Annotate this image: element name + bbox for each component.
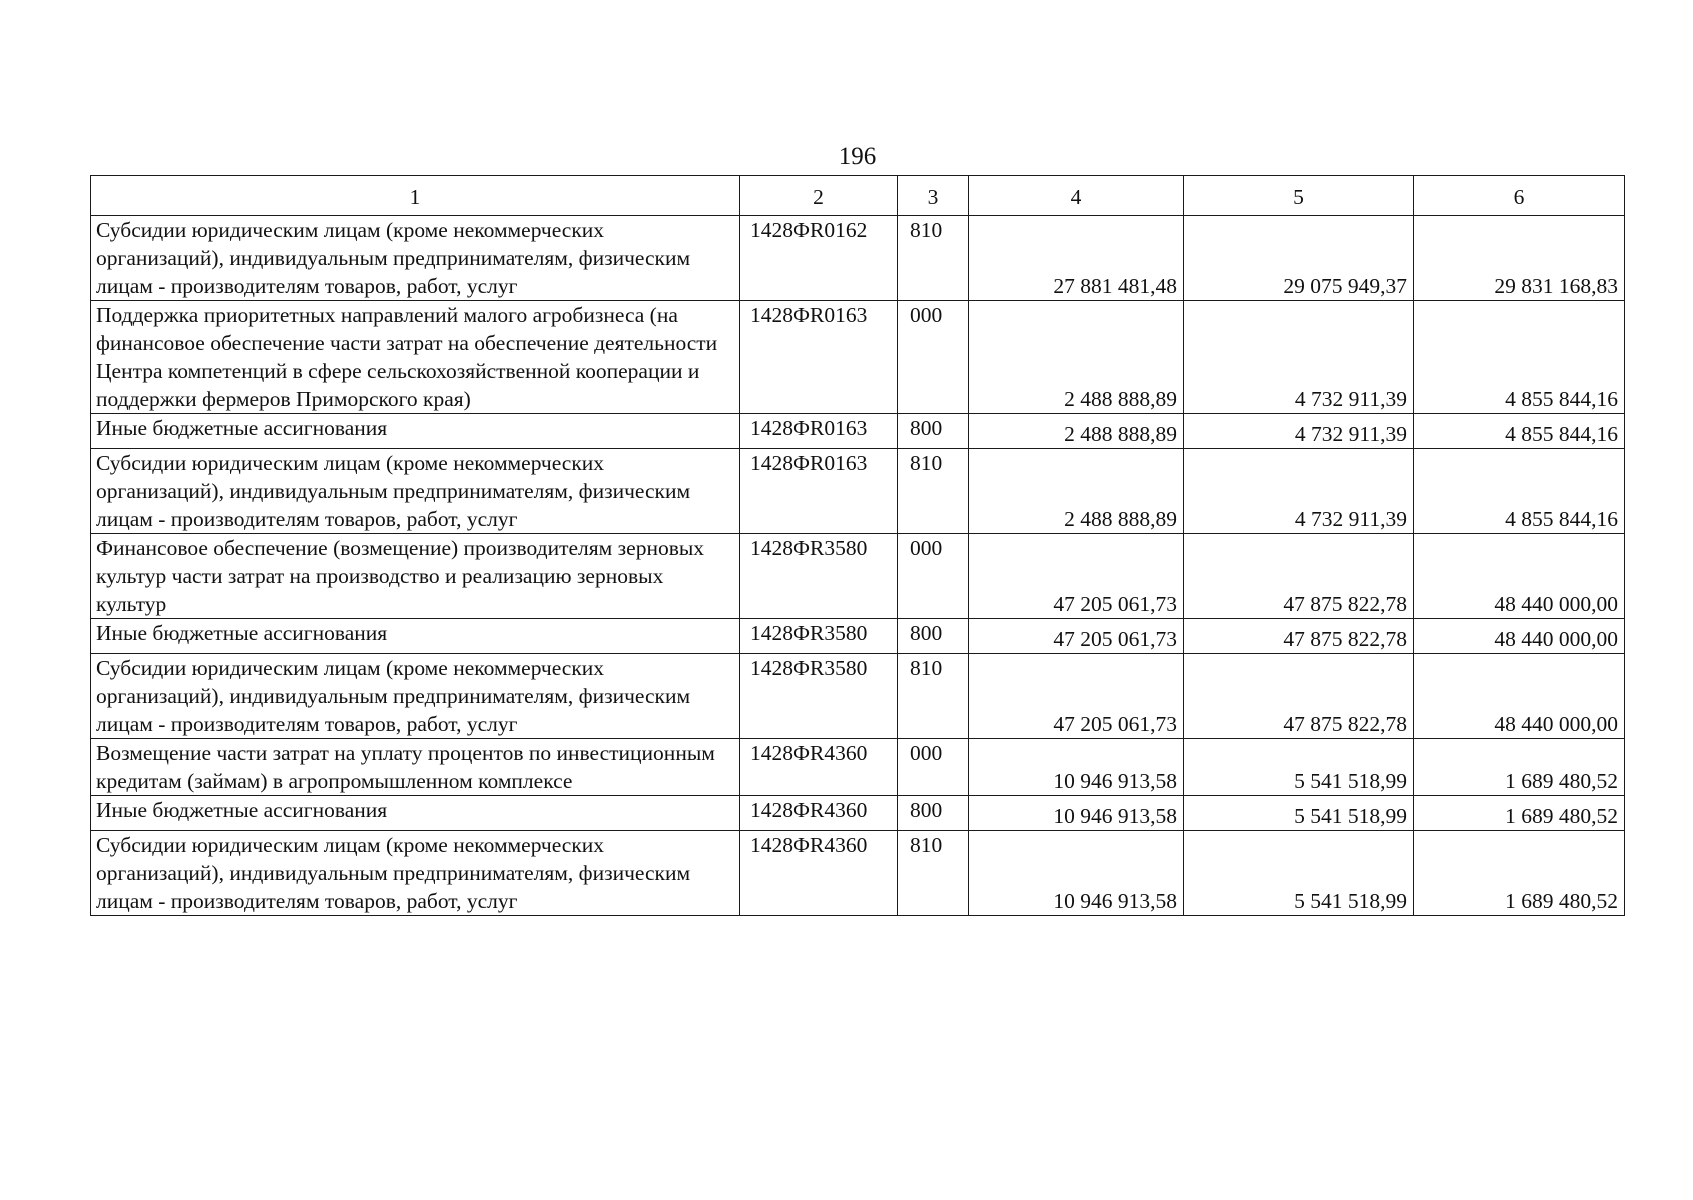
row-amount-1: 47 205 061,73 [969, 534, 1184, 619]
row-amount-2: 4 732 911,39 [1184, 449, 1414, 534]
table-row [91, 796, 1625, 831]
row-type: 800 [898, 414, 969, 449]
row-amount-2: 47 875 822,78 [1184, 654, 1414, 739]
row-amount-2: 5 541 518,99 [1184, 831, 1414, 916]
row-code: 1428ФR0162 [740, 216, 898, 301]
row-amount-1: 2 488 888,89 [969, 301, 1184, 414]
row-code: 1428ФR4360 [740, 796, 898, 831]
row-amount-3: 1 689 480,52 [1414, 796, 1625, 831]
row-code: 1428ФR0163 [740, 301, 898, 414]
row-type: 800 [898, 796, 969, 831]
table-row [91, 654, 1625, 739]
row-description: Иные бюджетные ассигнования [91, 414, 740, 449]
table-row [91, 216, 1625, 301]
row-description: Субсидии юридическим лицам (кроме некоммерческих организаций), индивидуальным предпринимателям, физическим лицам - производителям товаров, работ, услуг [91, 831, 740, 916]
row-amount-3: 48 440 000,00 [1414, 654, 1625, 739]
row-type: 800 [898, 619, 969, 654]
row-code: 1428ФR0163 [740, 414, 898, 449]
row-amount-1: 10 946 913,58 [969, 831, 1184, 916]
row-type: 810 [898, 449, 969, 534]
row-type: 810 [898, 654, 969, 739]
row-amount-3: 4 855 844,16 [1414, 414, 1625, 449]
row-amount-3: 29 831 168,83 [1414, 216, 1625, 301]
table-row [91, 831, 1625, 916]
row-description: Иные бюджетные ассигнования [91, 796, 740, 831]
row-amount-1: 10 946 913,58 [969, 796, 1184, 831]
row-amount-1: 10 946 913,58 [969, 739, 1184, 796]
row-amount-2: 29 075 949,37 [1184, 216, 1414, 301]
row-description: Возмещение части затрат на уплату процентов по инвестиционным кредитам (займам) в агропромышленном комплексе [91, 739, 740, 796]
column-header: 6 [1414, 176, 1625, 216]
row-code: 1428ФR3580 [740, 534, 898, 619]
row-code: 1428ФR3580 [740, 654, 898, 739]
row-description: Субсидии юридическим лицам (кроме некоммерческих организаций), индивидуальным предпринимателям, физическим лицам - производителям товаров, работ, услуг [91, 654, 740, 739]
row-amount-3: 1 689 480,52 [1414, 739, 1625, 796]
table-row [91, 449, 1625, 534]
row-description: Субсидии юридическим лицам (кроме некоммерческих организаций), индивидуальным предпринимателям, физическим лицам - производителям товаров, работ, услуг [91, 449, 740, 534]
row-amount-2: 4 732 911,39 [1184, 301, 1414, 414]
row-type: 000 [898, 301, 969, 414]
row-description: Финансовое обеспечение (возмещение) производителям зерновых культур части затрат на производство и реализацию зерновых культур [91, 534, 740, 619]
row-amount-1: 2 488 888,89 [969, 414, 1184, 449]
row-amount-3: 4 855 844,16 [1414, 301, 1625, 414]
row-type: 000 [898, 739, 969, 796]
table-row [91, 534, 1625, 619]
row-amount-3: 1 689 480,52 [1414, 831, 1625, 916]
row-type: 000 [898, 534, 969, 619]
row-amount-2: 4 732 911,39 [1184, 414, 1414, 449]
table-header-row [91, 176, 1625, 216]
row-amount-1: 2 488 888,89 [969, 449, 1184, 534]
row-amount-2: 47 875 822,78 [1184, 619, 1414, 654]
budget-table [90, 175, 1625, 916]
row-amount-1: 27 881 481,48 [969, 216, 1184, 301]
table-row [91, 414, 1625, 449]
row-code: 1428ФR4360 [740, 739, 898, 796]
table-row [91, 301, 1625, 414]
column-header: 5 [1184, 176, 1414, 216]
row-code: 1428ФR3580 [740, 619, 898, 654]
column-header: 4 [969, 176, 1184, 216]
row-description: Иные бюджетные ассигнования [91, 619, 740, 654]
column-header: 2 [740, 176, 898, 216]
row-amount-3: 48 440 000,00 [1414, 534, 1625, 619]
row-amount-1: 47 205 061,73 [969, 654, 1184, 739]
row-type: 810 [898, 216, 969, 301]
table-row [91, 619, 1625, 654]
row-code: 1428ФR0163 [740, 449, 898, 534]
row-type: 810 [898, 831, 969, 916]
row-amount-3: 4 855 844,16 [1414, 449, 1625, 534]
page-number: 196 [838, 143, 877, 170]
row-description: Поддержка приоритетных направлений малого агробизнеса (на финансовое обеспечение части затрат на обеспечение деятельности Центра компетенций в сфере сельскохозяйственной кооперации и поддержки фермеров Приморского края) [91, 301, 740, 414]
column-header: 3 [898, 176, 969, 216]
row-amount-3: 48 440 000,00 [1414, 619, 1625, 654]
column-header: 1 [91, 176, 740, 216]
table-row [91, 739, 1625, 796]
row-amount-1: 47 205 061,73 [969, 619, 1184, 654]
row-amount-2: 5 541 518,99 [1184, 739, 1414, 796]
row-description: Субсидии юридическим лицам (кроме некоммерческих организаций), индивидуальным предпринимателям, физическим лицам - производителям товаров, работ, услуг [91, 216, 740, 301]
row-amount-2: 47 875 822,78 [1184, 534, 1414, 619]
row-amount-2: 5 541 518,99 [1184, 796, 1414, 831]
row-code: 1428ФR4360 [740, 831, 898, 916]
